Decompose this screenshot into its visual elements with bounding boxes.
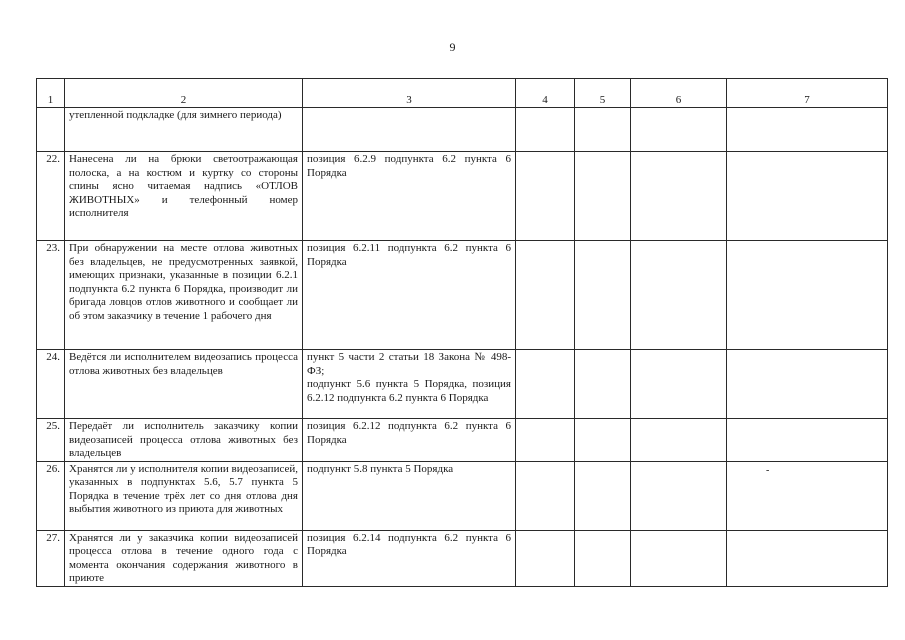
empty-cell <box>575 530 631 586</box>
empty-cell <box>727 152 888 241</box>
table-row-25 <box>37 419 888 462</box>
header-col-2: 2 <box>65 79 303 108</box>
empty-cell <box>516 152 575 241</box>
reference-line: пункт 5 части 2 статьи 18 Закона № 498-ФЗ; <box>307 351 511 377</box>
reference-cell <box>303 241 516 350</box>
empty-cell <box>727 461 888 530</box>
empty-cell <box>575 419 631 462</box>
reference-line: подпункт 5.6 пункта 5 Порядка, позиция 6.2.12 подпункта 6.2 пункта 6 Порядка <box>307 378 511 404</box>
empty-cell <box>516 461 575 530</box>
empty-cell <box>727 419 888 462</box>
empty-cell <box>631 152 727 241</box>
row-number: 22. <box>37 152 65 241</box>
header-col-4: 4 <box>516 79 575 108</box>
row-number: 25. <box>37 419 65 462</box>
header-col-5: 5 <box>575 79 631 108</box>
header-col-1: 1 <box>37 79 65 108</box>
reference-cell <box>303 419 516 462</box>
empty-cell <box>516 350 575 419</box>
reference-cell <box>303 530 516 586</box>
header-col-7: 7 <box>727 79 888 108</box>
reference-cell <box>303 350 516 419</box>
empty-cell <box>631 461 727 530</box>
header-row <box>37 79 888 108</box>
empty-cell <box>516 530 575 586</box>
empty-cell <box>727 241 888 350</box>
reference-cell <box>303 108 516 152</box>
row-number: 26. <box>37 461 65 530</box>
table-row-24 <box>37 350 888 419</box>
row-number: 23. <box>37 241 65 350</box>
question-cell: Ведётся ли исполнителем видеозапись процесса отлова животных без владельцев <box>65 350 303 419</box>
empty-cell <box>575 152 631 241</box>
page-number: 9 <box>449 40 456 54</box>
reference-line: позиция 6.2.11 подпункта 6.2 пункта 6 Порядка <box>307 242 511 268</box>
empty-cell <box>631 108 727 152</box>
empty-cell <box>631 241 727 350</box>
stray-mark: - <box>766 465 770 476</box>
empty-cell <box>575 241 631 350</box>
reference-line: позиция 6.2.9 подпункта 6.2 пункта 6 Порядка <box>307 153 511 179</box>
question-cell: Хранятся ли у заказчика копии видеозаписей процесса отлова в течение одного года с момента окончания содержания животного в приюте <box>65 530 303 586</box>
row-number: 27. <box>37 530 65 586</box>
row-number <box>37 108 65 152</box>
empty-cell <box>575 461 631 530</box>
empty-cell <box>516 108 575 152</box>
reference-cell <box>303 461 516 530</box>
header-col-3: 3 <box>303 79 516 108</box>
empty-cell <box>727 350 888 419</box>
empty-cell <box>631 530 727 586</box>
table-row-continued <box>37 108 888 152</box>
empty-cell <box>727 108 888 152</box>
empty-cell <box>575 350 631 419</box>
empty-cell <box>631 419 727 462</box>
table-row-26 <box>37 461 888 530</box>
reference-cell <box>303 152 516 241</box>
empty-cell <box>631 350 727 419</box>
empty-cell <box>575 108 631 152</box>
reference-line: позиция 6.2.14 подпункта 6.2 пункта 6 Порядка <box>307 531 511 557</box>
question-cell: Хранятся ли у исполнителя копии видеозаписей, указанных в подпунктах 5.6, 5.7 пункта 5 Порядка в течение трёх лет со дня отлова дня выбытия животного из приюта для животных <box>65 461 303 530</box>
reference-line: позиция 6.2.12 подпункта 6.2 пункта 6 Порядка <box>307 420 511 446</box>
question-cell: При обнаружении на месте отлова животных без владельцев, не предусмотренных заявкой, имеющих признаки, указанные в позиции 6.2.1 подпункта 6.2 пункта 6 Порядка, производит ли бригада ловцов отлов животного и сообщает ли об этом заказчику в течение 1 рабочего дня <box>65 241 303 350</box>
inspection-table <box>36 78 888 587</box>
question-cell: Нанесена ли на брюки светоотражающая полоска, а на костюм и куртку со стороны спины ясно читаемая надпись «ОТЛОВ ЖИВОТНЫХ» и телефонный номер исполнителя <box>65 152 303 241</box>
empty-cell <box>516 241 575 350</box>
table-row-23 <box>37 241 888 350</box>
table-row-22 <box>37 152 888 241</box>
empty-cell <box>727 530 888 586</box>
header-col-6: 6 <box>631 79 727 108</box>
empty-cell <box>516 419 575 462</box>
row-number: 24. <box>37 350 65 419</box>
question-cell: утепленной подкладке (для зимнего периода) <box>65 108 303 152</box>
question-cell: Передаёт ли исполнитель заказчику копии видеозаписей процесса отлова животных без владельцев <box>65 419 303 462</box>
reference-line: подпункт 5.8 пункта 5 Порядка <box>307 462 454 475</box>
table-row-27 <box>37 530 888 586</box>
